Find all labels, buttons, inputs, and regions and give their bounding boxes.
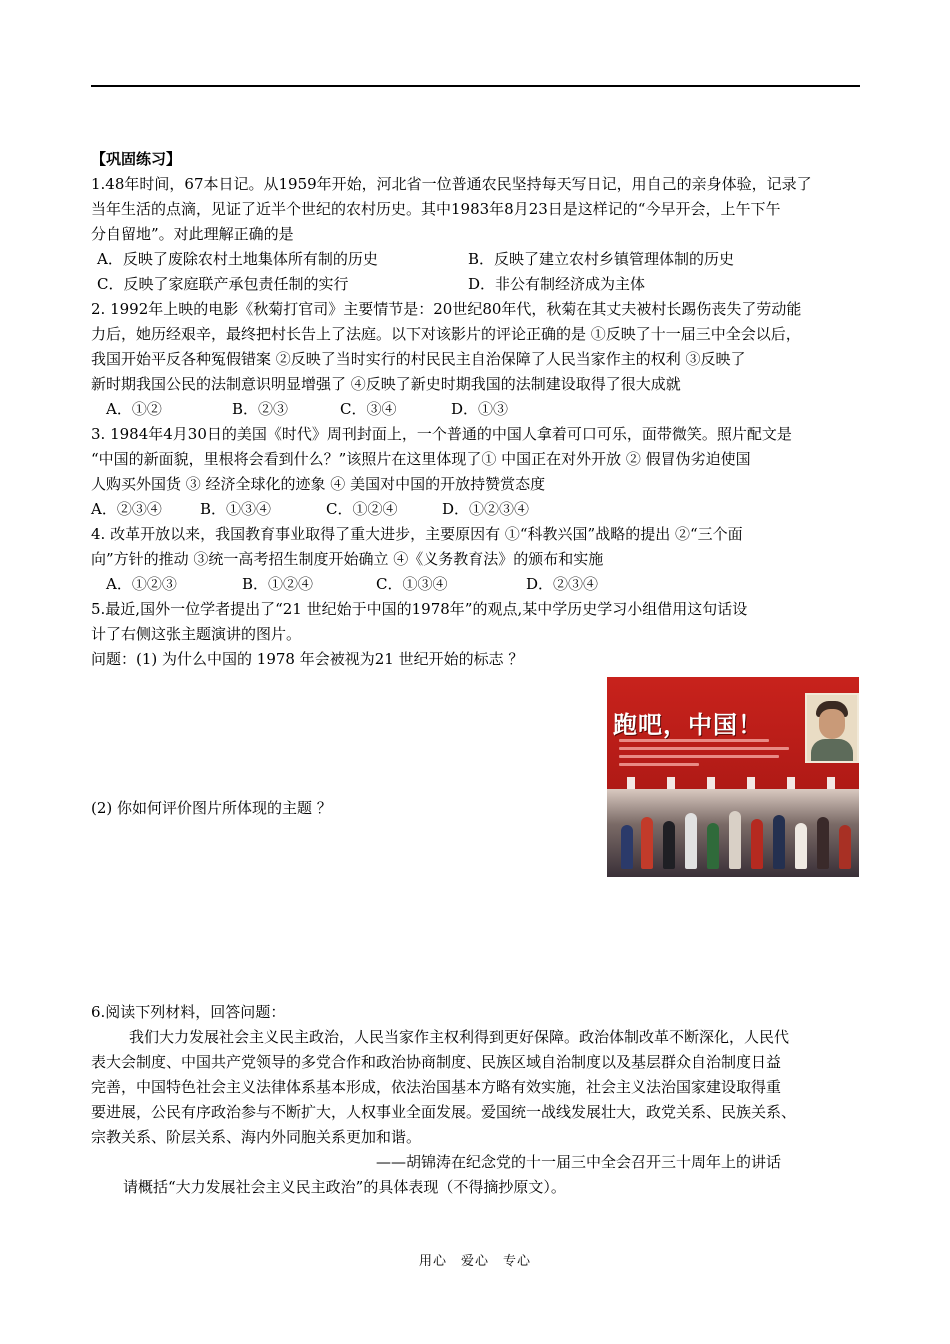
page-footer: 用心 爱心 专心 [418, 1254, 531, 1269]
q1-line-1: 1.48年时间，67本日记。从1959年开始，河北省一位普通农民坚持每天写日记，用自己的亲身体验，记录了 [91, 175, 812, 193]
theme-poster-image [607, 677, 859, 877]
q3-line-2: “中国的新面貌，里根将会看到什么？”该照片在这里体现了① 中国正在对外开放 ② 假冒伪劣迫使国 [91, 450, 751, 468]
q6-material-line-3: 完善，中国特色社会主义法律体系基本形成，依法治国基本方略有效实施，社会主义法治国家建设取得重 [91, 1078, 782, 1096]
q1-option-d: D．非公有制经济成为主体 [468, 275, 646, 293]
q3-option-d: D．①②③④ [442, 500, 530, 518]
q6-material-line-4: 要进展，公民有序政治参与不断扩大，人权事业全面发展。爱国统一战线发展壮大，政党关系、民族关系、 [91, 1103, 797, 1121]
q2-option-c: C．③④ [340, 400, 397, 418]
q6-material-line-5: 宗教关系、阶层关系、海内外同胞关系更加和谐。 [91, 1128, 422, 1146]
q4-option-c: C．①③④ [376, 575, 448, 593]
q1-option-b: B．反映了建立农村乡镇管理体制的历史 [468, 250, 735, 268]
q4-option-a: A．①②③ [106, 575, 177, 593]
poster-caption-line [619, 747, 789, 750]
poster-caption-line [619, 755, 779, 758]
q4-line-1: 4. 改革开放以来，我国教育事业取得了重大进步，主要原因有 ①“科教兴国”战略的提出 ②“三个面 [91, 525, 743, 543]
q6-source: ——胡锦涛在纪念党的十一届三中全会召开三十周年上的讲话 [376, 1153, 782, 1171]
q3-line-3: 人购买外国货 ③ 经济全球化的迹象 ④ 美国对中国的开放持赞赏态度 [91, 475, 546, 493]
q2-option-d: D．①③ [451, 400, 509, 418]
runners-crowd [607, 789, 859, 877]
q5-subquestion-1: 问题：(1) 为什么中国的 1978 年会被视为21 世纪开始的标志 ？ [91, 650, 524, 668]
q5-subquestion-2: (2) 你如何评价图片所体现的主题 ？ [91, 799, 332, 817]
q1-option-a: A．反映了废除农村土地集体所有制的历史 [97, 250, 378, 268]
q3-option-c: C．①②④ [326, 500, 398, 518]
q5-line-1: 5.最近,国外一位学者提出了“21 世纪始于中国的1978年”的观点,某中学历史学习小组借用这句话设 [91, 600, 748, 618]
q2-line-2: 力后，她历经艰辛，最终把村长告上了法庭。以下对该影片的评论正确的是 ①反映了十一届三中全会以后， [91, 325, 801, 343]
poster-title: 跑吧，中国！ [613, 711, 763, 739]
q6-material-line-1: 我们大力发展社会主义民主政治，人民当家作主权利得到更好保障。政治体制改革不断深化，人民代 [129, 1028, 790, 1046]
q2-option-a: A．①② [106, 400, 162, 418]
header-rule [91, 85, 860, 87]
q4-option-b: B．①②④ [242, 575, 314, 593]
q2-line-3: 我国开始平反各种冤假错案 ②反映了当时实行的村民民主自治保障了人民当家作主的权利 ③反映了 [91, 350, 746, 368]
q2-option-b: B．②③ [232, 400, 289, 418]
poster-caption-line [619, 739, 769, 742]
portrait-photo [805, 693, 859, 763]
poster-caption-line [619, 763, 699, 766]
q4-option-d: D．②③④ [526, 575, 599, 593]
q6-question: 请概括“大力发展社会主义民主政治”的具体表现（不得摘抄原文）。 [123, 1178, 566, 1196]
q1-line-3: 分自留地”。对此理解正确的是 [91, 225, 294, 243]
q1-line-2: 当年生活的点滴，见证了近半个世纪的农村历史。其中1983年8月23日是这样记的“今早开会，上午下午 [91, 200, 781, 218]
section-heading: 【巩固练习】 [91, 150, 182, 168]
q3-option-a: A．②③④ [91, 500, 162, 518]
q6-material-line-2: 表大会制度、中国共产党领导的多党合作和政治协商制度、民族区域自治制度以及基层群众自治制度日益 [91, 1053, 782, 1071]
q3-line-1: 3. 1984年4月30日的美国《时代》周刊封面上，一个普通的中国人拿着可口可乐，面带微笑。照片配文是 [91, 425, 792, 443]
q6-intro: 6.阅读下列材料，回答问题： [91, 1003, 286, 1021]
q5-line-2: 计了右侧这张主题演讲的图片。 [91, 625, 302, 643]
q3-option-b: B．①③④ [200, 500, 272, 518]
q4-line-2: 向”方针的推动 ③统一高考招生制度开始确立 ④《义务教育法》的颁布和实施 [91, 550, 604, 568]
q2-line-4: 新时期我国公民的法制意识明显增强了 ④反映了新史时期我国的法制建设取得了很大成就 [91, 375, 681, 393]
q1-option-c: C．反映了家庭联产承包责任制的实行 [97, 275, 349, 293]
q2-line-1: 2. 1992年上映的电影《秋菊打官司》主要情节是：20世纪80年代，秋菊在其丈夫被村长踢伤丧失了劳动能 [91, 300, 802, 318]
